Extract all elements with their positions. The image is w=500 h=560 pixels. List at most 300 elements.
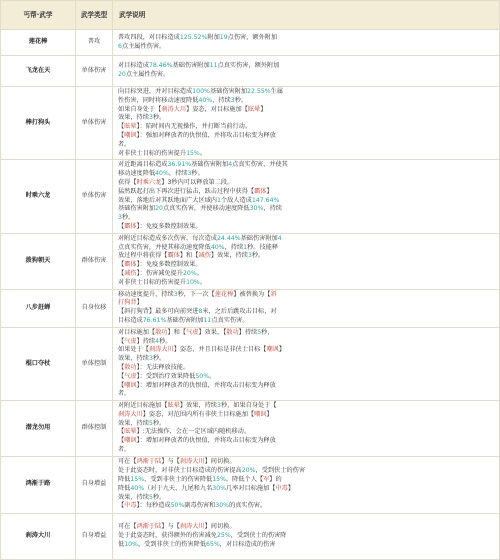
numeric-value: 11 [203,316,212,324]
skill-type: 普攻 [76,30,113,56]
effect-keyword: 霸体 [254,187,267,195]
numeric-value: 5 [257,328,262,336]
text-segment: 基础伤害附加 [191,161,229,169]
text-segment: 】 [260,105,267,113]
text-segment: 。 [199,149,207,157]
text-segment: 处于此姿态时，对非侠士目标造成的伤害提高 [118,467,242,475]
text-segment: 效果，持续 [118,493,149,501]
effect-keyword: 散功 [155,328,168,336]
text-segment: 的真实伤害。 [229,502,267,510]
effect-keyword: 刹涛大川 [118,410,143,418]
effect-keyword: 散功 [226,328,239,336]
text-segment: 】：受到治疗效果降低 [136,372,196,380]
text-segment: 基础伤害附加 [209,88,248,95]
table-row [1,233,500,289]
text-segment: 对目标施加【 [118,328,156,336]
numeric-value: 125.52% [179,33,208,41]
description-line [118,338,495,347]
header-skill-name: 丐帮·武学 [1,1,76,30]
numeric-value: 25% [217,531,231,539]
numeric-value: 15% [212,476,226,484]
numeric-value: 40% [130,484,145,492]
text-segment: 】和【 [167,328,187,336]
text-segment: 】持续 [238,328,258,336]
text-segment: 秒。 [121,214,135,222]
numeric-value: 8 [198,308,203,316]
numeric-value: 1 [243,243,248,251]
table-row [1,456,500,513]
text-segment: 【 [118,363,125,371]
description-line [118,132,495,141]
text-segment: 秒。 [251,252,265,260]
numeric-value: 20% [241,467,256,475]
effect-keyword: 斜 [270,290,277,298]
numeric-value: 15% [130,476,145,484]
text-segment: 】与【 [161,523,180,531]
text-segment: 】：增加对释放者的仇恨值，并将攻击目标变为释放 [136,437,276,445]
description-line [118,317,495,326]
description-line [118,346,495,355]
text-segment: 】 [136,299,143,307]
text-segment: 效果，持续 [118,355,149,363]
text-segment: 秒。 [159,337,172,345]
text-segment: 目标造成 [118,316,143,324]
description-line [118,467,495,476]
text-segment: ，持续 [212,96,231,104]
description-line [118,502,495,511]
text-segment: ，受到侠士的伤害降 [230,531,287,539]
text-segment: 降低 [118,484,131,492]
numeric-value: 65% [206,540,220,548]
text-segment: 低 [118,540,125,548]
text-segment: 】被替换为【 [233,290,271,298]
text-segment: 秒。 [152,493,166,501]
description-line [118,150,495,159]
description-line [118,382,495,391]
effect-keyword: 中毒 [124,502,137,510]
skill-description [113,456,500,513]
description-line [118,170,495,179]
effect-keyword: 鸿渐于陆 [136,458,162,466]
effect-keyword: 气虚 [186,328,199,336]
text-segment: 。降低个人【 [225,476,264,484]
effect-keyword: 气虚 [124,372,137,380]
text-segment: 秒。 [152,114,166,122]
text-segment: 秒，如果自身处于【 [220,402,277,410]
numeric-value: 4 [155,337,160,345]
text-segment: 基础伤害附加 [118,205,156,213]
effect-keyword: 霸体 [167,252,180,260]
description-line [118,485,495,494]
text-segment: 【 [118,381,125,389]
text-segment: 。 [209,372,216,380]
skill-name: 时乘六龙 [1,160,76,233]
text-segment: 基础伤害附加 [172,62,210,70]
effect-keyword: 打狗背 [118,299,137,307]
numeric-value: 3 [187,170,192,178]
text-segment: 者。 [118,446,131,454]
text-segment: 点真实伤害。 [211,316,249,324]
description-line [118,62,495,71]
numeric-value: 76.61% [142,316,167,324]
table-header-row [1,1,500,30]
description-line [118,279,495,288]
text-segment: 】：每秒造成 [136,502,171,510]
text-segment: 】效果，【 [198,328,227,336]
effect-keyword: 莲花棒 [214,290,234,298]
skill-type: 单体伤害 [76,87,113,160]
skill-name: 莲花棒 [1,30,76,56]
numeric-value: 36.91% [167,161,192,169]
effect-keyword: 减伤 [124,269,137,277]
header-skill-type: 武学类型 [76,1,113,30]
numeric-value: 1 [217,196,221,204]
numeric-value: 3 [173,290,178,298]
numeric-value: 100% [192,88,210,95]
skill-name: 棍口夺杖 [1,327,76,400]
numeric-value: 4 [228,161,233,169]
text-segment: ，对目标造成的伤害 [219,540,276,548]
skill-name: 鸿渐于路 [1,456,76,513]
text-segment: 点真实伤害，并使其移动速度降低 [118,243,211,251]
description-line [118,161,495,170]
text-segment: 【 [118,269,125,277]
numeric-value: 50% [195,372,210,380]
description-line [118,188,495,197]
text-segment: 对非侠士目标的伤害提升 [118,149,187,157]
effect-keyword: 霸体 [124,222,137,230]
numeric-value: 20% [182,269,197,277]
description-line [118,402,495,411]
numeric-value: 3 [118,214,122,222]
numeric-value: 5 [148,419,153,427]
description-line [118,252,495,261]
effect-keyword: 霸体 [124,261,137,269]
text-segment: 】：陷时间内无视操作，并打断当前行动。 [136,123,252,131]
effect-keyword: 眩晕 [167,402,180,410]
text-segment: 】 [266,187,273,195]
description-line [118,329,495,338]
numeric-value: 20 [155,205,163,213]
skill-description [113,30,500,56]
text-segment: 处于此姿态时，获得额外的伤害减免 [118,531,217,539]
text-segment: 】姿态，对目标施加【 [186,105,248,113]
description-line [118,88,495,97]
description-line [118,71,495,80]
text-segment: 附加 [207,33,220,41]
numeric-value: 20 [118,71,126,78]
text-segment: 】 [278,346,286,354]
text-segment: 秒，下一次【 [177,290,215,298]
text-segment: 点真实伤害，额外附加 [217,62,280,70]
text-segment: 点真实伤害，并使移动速度降低 [163,205,250,213]
text-segment: 性伤害，同时将移动速度降低 [118,96,199,104]
description-line [118,476,495,485]
text-segment: （对于九天、九尾和九名 [144,484,213,492]
description-line [118,373,495,382]
numeric-value: 19 [219,33,228,41]
text-segment: 效果，持续 [118,419,149,427]
skill-description [113,289,500,327]
description-line [118,223,495,232]
table-row [1,513,500,559]
numeric-value: 30% [215,502,230,510]
text-segment: 【 [118,131,125,139]
numeric-value: 147.64% [251,196,280,204]
text-segment: 】：免疫多数控制效果。 [136,261,202,269]
effect-keyword: 鸿渐于陆 [136,523,162,531]
skill-type: 自身增益 [76,456,113,513]
text-segment: 点伤害，额外附加 [227,33,278,41]
table-row [1,401,500,457]
description-line [118,364,495,373]
description-line [118,390,495,399]
skill-type: 单体伤害 [76,160,113,233]
text-segment: 。 [196,269,203,277]
skill-type: 自身位移 [76,289,113,327]
description-line [118,97,495,106]
skill-type: 单体伤害 [76,56,113,87]
text-segment: 可在【 [118,458,137,466]
description-line [118,34,495,43]
numeric-value: 10% [186,278,200,286]
text-segment: 如果自身处于【 [118,105,162,113]
skill-description [113,233,500,289]
text-segment: 】：免疫多数控制效果。 [136,222,202,230]
description-line [118,532,495,541]
description-line [118,299,495,308]
text-segment: 】 [266,410,273,418]
effect-keyword: 军 [263,476,270,484]
text-segment: 生属 [270,88,284,95]
description-line [118,308,495,317]
text-segment: ，持续 [263,205,282,213]
text-segment: 】：伤害减免提升 [136,269,183,277]
table-row [1,160,500,233]
text-segment: 秒。 [152,355,166,363]
effect-keyword: 嘲讽 [124,381,137,389]
text-segment: 米，之后后跳攻击目标，对 [202,308,277,316]
numeric-value: 11 [209,62,218,70]
effect-keyword: 眩晕 [124,428,137,436]
text-segment: 】:无法操作，会在一定区域内随机移动。 [136,428,251,436]
text-segment: 降低 [118,476,131,484]
text-segment: 普攻四段，对目标造成 [118,33,180,41]
skill-name: 八步赶蝉 [1,289,76,327]
table-row [1,30,500,56]
text-segment: 移动速度降低 [118,170,156,178]
text-segment: 点主属性伤害。 [121,42,166,50]
text-segment: 基础伤害附加 [166,316,204,324]
text-segment: 点真实伤害，并使其 [232,161,288,169]
text-segment: 效果，持续 [118,114,149,122]
description-line [118,205,495,214]
skill-description [113,56,500,87]
text-segment: 基础伤害附加 [240,234,278,242]
text-segment: 】间切换。 [204,458,236,466]
header-skill-desc: 武学说明 [113,1,500,30]
text-segment: 】：增加对释放者的仇恨值，并将攻击目标变为释放 [136,381,276,389]
text-segment: 效果，落地后对其跃地面广大区域内 [118,196,217,204]
effect-keyword: 散功 [124,363,137,371]
text-segment: 秒， [261,328,274,336]
description-line [118,411,495,420]
text-segment: 】效果，持续 [179,402,217,410]
text-segment: 几率对目标施加【 [225,484,276,492]
text-segment: ，持续 [168,170,188,178]
text-segment: 放过程中将获得【 [118,252,168,260]
effect-keyword: 减伤 [198,252,211,260]
skill-name: 潜龙勿用 [1,401,76,457]
description-line [118,261,495,270]
effect-keyword: 刹涛大川 [179,458,205,466]
numeric-value: 3 [230,96,235,104]
numeric-value: 78.46% [148,62,173,70]
description-line [118,458,495,467]
text-segment: 【 [118,437,125,445]
text-segment: 移动速度提升，持续 [118,290,174,298]
text-segment: 对目标造成 [118,62,149,70]
description-line [118,114,495,123]
description-line [118,270,495,279]
effect-keyword: 嘲讽 [266,346,279,354]
text-segment: 点主属性伤害。 [125,71,170,78]
effect-keyword: 嘲讽 [124,131,137,139]
text-segment: 对附近目标施加【 [118,402,168,410]
table-row [1,56,500,87]
description-line [118,106,495,115]
description-line [118,43,495,52]
text-segment: 】：无法释放技能。 [136,363,190,371]
text-segment: ，受到侠士的伤害 [255,467,306,475]
effect-keyword: 刹涛大川 [148,346,174,354]
skill-type: 群体伤害 [76,233,113,289]
description-line [118,446,495,455]
text-segment: 】姿态，并且目标是非侠士目标【 [173,346,267,354]
text-segment: 】 [287,484,295,492]
skill-description [113,87,500,160]
description-line [118,141,495,150]
numeric-value: 30% [249,205,264,213]
effect-keyword: 时乘六龙 [136,178,162,186]
text-segment: 】持续 [136,337,156,345]
description-line [118,123,495,132]
numeric-value: 24.44% [217,234,241,242]
description-line [118,523,495,532]
numeric-value: 5 [148,493,153,501]
text-segment: 。 [199,278,207,286]
skill-description [113,160,500,233]
text-segment: 【 [118,123,125,131]
skill-description [113,513,500,559]
numeric-value: 40% [198,96,213,104]
description-line [118,179,495,188]
effect-keyword: 刹涛大川 [161,105,187,113]
text-segment: 秒。 [191,170,204,178]
effect-keyword: 眩晕 [124,123,137,131]
text-segment: 对近距离目标造成 [118,161,168,169]
description-line [118,428,495,437]
text-segment: 】效果，持续 [210,252,248,260]
numeric-value: 4 [277,234,282,242]
table-row [1,289,500,327]
text-segment: ，受到非侠士的伤害降低 [144,476,213,484]
text-segment: 向目标突进，并对目标造成 [118,88,193,95]
description-line [118,541,495,550]
description-line [118,235,495,244]
numeric-value: 6 [118,42,122,50]
text-segment: 【 [118,428,125,436]
numeric-value: 50% [170,502,185,510]
numeric-value: 40% [155,170,169,178]
description-line [118,437,495,446]
text-segment: 【 [118,261,125,269]
text-segment: 】3秒内可以释放第二段。 [161,178,234,186]
table-row [1,327,500,400]
numeric-value: 15% [186,149,200,157]
text-segment: 秒。 [152,419,166,427]
text-segment: 】姿态，对范围内所有非侠士目标施加【 [142,410,255,418]
description-line [118,291,495,300]
effect-keyword: 气虚 [124,337,137,345]
text-segment: 【 [118,502,125,510]
numeric-value: 3 [148,355,153,363]
effect-keyword: 中毒 [275,484,288,492]
skill-type: 群体控制 [76,401,113,457]
text-segment: 者。 [118,140,131,148]
text-segment: 个敌人造成 [220,196,252,204]
numeric-value: 10% [124,540,138,548]
numeric-value: 40% [210,243,225,251]
numeric-value: 30% [212,484,226,492]
description-line [118,214,495,223]
text-segment: 获得【 [118,178,137,186]
skill-description [113,327,500,400]
effect-keyword: 眩晕 [247,105,261,113]
text-segment: 秒。技能释 [247,243,279,251]
text-segment: 【斜打狗背】最多可向前突进 [118,308,199,316]
numeric-value: 3 [217,402,221,410]
text-segment: 秒。 [234,96,248,104]
text-segment: 】的 [269,476,282,484]
effect-keyword: 嘲讽 [124,437,137,445]
text-segment: ，受到非侠士的伤害降低 [137,540,207,548]
numeric-value: 3 [148,114,153,122]
skill-name: 刹涛大川 [1,513,76,559]
skill-type: 单体控制 [76,327,113,400]
text-segment: 如果处于【 [118,346,149,354]
text-segment: 对非侠士目标的伤害提升 [118,278,187,286]
text-segment: 】和【 [179,252,199,260]
text-segment: 对附近目标造成多次伤害，每次造成 [118,234,217,242]
effect-keyword: 嘲讽 [254,410,267,418]
text-segment: 【 [118,337,125,345]
text-segment: 可在【 [118,523,137,531]
text-segment: 】间切换。 [204,523,236,531]
skill-type: 自身增益 [76,513,113,559]
text-segment: ，持续 [224,243,244,251]
skill-name: 飞龙在天 [1,56,76,87]
skill-name: 棒打狗头 [1,87,76,160]
table-row [1,87,500,160]
numeric-value: 3 [247,252,252,260]
numeric-value: 22.55% [247,88,271,95]
text-segment: 猛然跃起打出下再次进行猛击，跃击过程中获得【 [118,187,255,195]
text-segment: 】与【 [161,458,180,466]
text-segment: 【 [118,372,125,380]
text-segment: 】：强加对释放者的仇恨值，并将攻击目标变为释放 [136,131,276,139]
skill-description [113,401,500,457]
